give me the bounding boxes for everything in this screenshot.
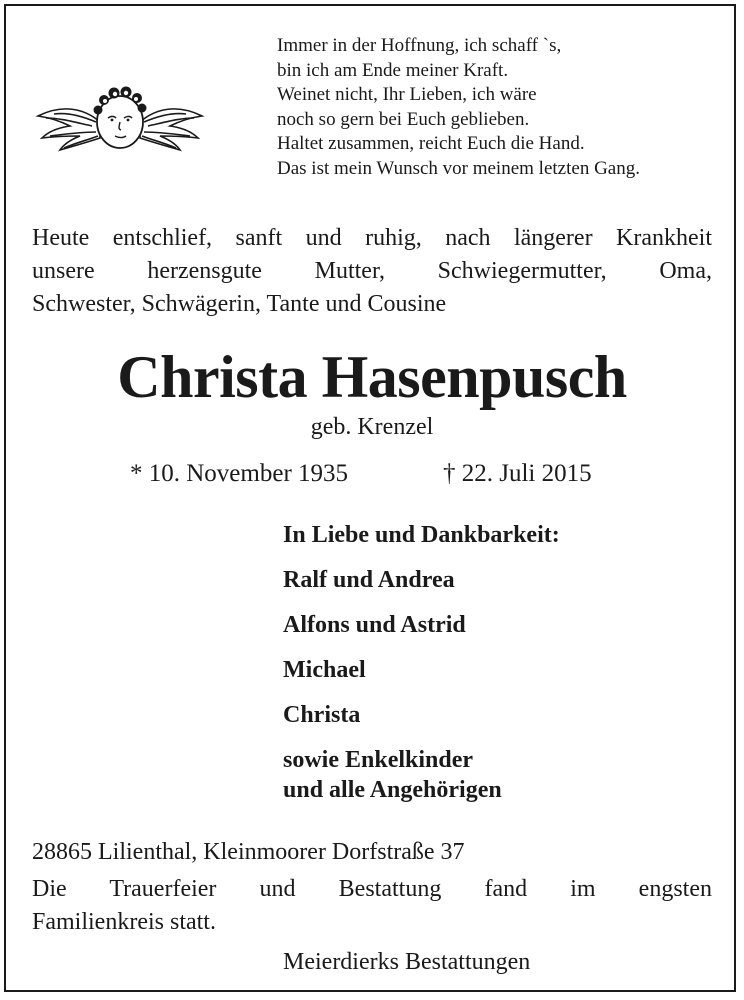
poem-line: Haltet zusammen, reicht Euch die Hand.	[277, 133, 585, 155]
intro-line: Schwester, Schwägerin, Tante und Cousine	[32, 291, 447, 317]
maiden-name: geb. Krenzel	[310, 414, 434, 440]
family-heading: In Liebe und Dankbarkeit:	[283, 522, 560, 548]
family-member: Christa	[283, 702, 361, 728]
cherub-angel-icon	[34, 78, 206, 160]
birth-date: * 10. November 1935	[130, 460, 349, 487]
family-list	[283, 520, 560, 805]
family-member: Ralf und Andrea	[283, 567, 455, 593]
family-member: Alfons und Astrid	[283, 612, 466, 638]
ceremony-line: Familienkreis statt.	[32, 909, 216, 935]
ceremony-note	[32, 873, 712, 939]
family-closing: sowie Enkelkinder	[283, 747, 474, 773]
address: 28865 Lilienthal, Kleinmoorer Dorfstraße 37	[32, 839, 465, 865]
family-closing: und alle Angehörigen	[283, 777, 502, 803]
family-member: Michael	[283, 657, 366, 683]
poem-line: Immer in der Hoffnung, ich schaff `s,	[277, 35, 562, 56]
intro-text	[32, 222, 712, 321]
poem-line: noch so gern bei Euch geblieben.	[277, 108, 530, 130]
intro-line: Heute entschlief, sanft und ruhig, nach längerer Krankheit	[32, 225, 712, 251]
poem-line: bin ich am Ende meiner Kraft.	[277, 59, 509, 81]
intro-line: unsere herzensgute Mutter, Schwiegermutter, Oma,	[32, 258, 712, 284]
poem-line: Weinet nicht, Ihr Lieben, ich wäre	[277, 84, 537, 106]
undertaker: Meierdierks Bestattungen	[283, 949, 531, 975]
death-date: † 22. Juli 2015	[443, 460, 592, 487]
deceased-name: Christa Hasenpusch	[117, 344, 627, 410]
ceremony-line: Die Trauerfeier und Bestattung fand im engsten	[32, 876, 712, 902]
poem	[277, 34, 717, 182]
poem-line: Das ist mein Wunsch vor meinem letzten Gang.	[277, 157, 640, 179]
